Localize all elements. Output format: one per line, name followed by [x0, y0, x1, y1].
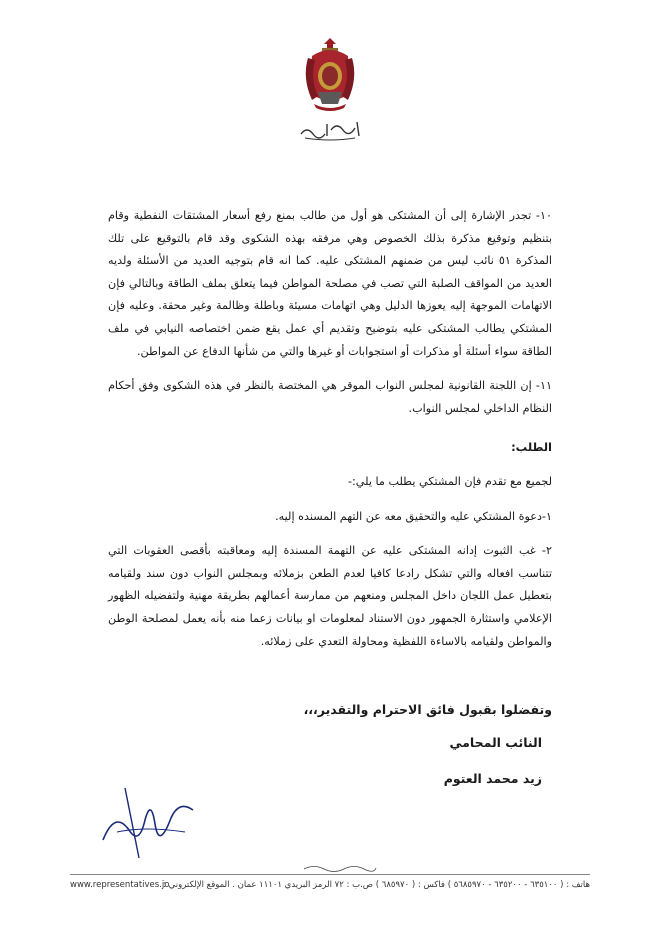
request-heading: الطلب: [511, 440, 552, 455]
letter-body [108, 205, 552, 653]
request-intro: لجميع مع تقدم فإن المشتكي يطلب ما يلي:- [348, 474, 552, 488]
logo-text-graphic [295, 116, 365, 142]
paragraph-10: ١٠- تجدر الإشارة إلى أن المشتكى هو أول من طالب بمنع رفع أسعار المشتقات النفطية وقام بتنظيم وتوقيع مذكرة بذلك الخصوص وهي مرفقه بهذه الشكوى وقد قام بالتوقيع على تلك المذكرة ٥١ نائب ليس من ضمنهم المشتكى عليه. كما انه قام بتوجيه العديد من الأسئلة ولديه العديد من المواقف الصلبة التي تصب في مصلحة المواطن فيما يتعلق بملف الطاقة وبالتالي فإن الاتهامات الموجهة إليه يعوزها الدليل وهي اتهامات مسيئة وباطلة وظالمة وغير محقة. وعليه فإن المشتكي يطالب المشتكى عليه بتوضيح وتقديم أي عمل يقع ضمن اختصاصه النيابي في ملف الطاقة سواء أسئلة أو مذكرات أو استجوابات أو غيرها والتي من شأنها الدفاع عن المواطن. [108, 209, 552, 358]
handwritten-signature-icon [95, 780, 200, 860]
website-link[interactable]: www.representatives.jo [70, 880, 170, 890]
request-item-1: ١-دعوة المشتكي عليه والتحقيق معه عن التهم المسنده إليه. [275, 509, 552, 523]
signer-name: زيد محمد العتوم [443, 771, 542, 786]
footer-divider [70, 874, 590, 875]
footer [70, 880, 590, 896]
jordan-royal-crest-icon [300, 34, 360, 114]
request-item-2: ٢- غب الثبوت إدانه المشتكى عليه عن التهمة المسندة إليه ومعاقبته بأقصى العقوبات التي تتناسب افعاله والتي تشكل رادعا كافيا لعدم الطعن بزملائه وبمجلس النواب دون سند ولقيامه بتعطيل عمل اللجان داخل المجلس ومنعهم من ممارسة أعمالهم بطريقة مهنية ولتفضيله الظهور الإعلامي واستثارة الجمهور دون الاستناد لمعلومات او بيانات زعما منه بأنه يعمل لمصلحة الوطن والمواطن ولقيامه بالاساءة اللفظية ومحاولة التعدي على زملائه. [108, 544, 552, 648]
contact-info: هاتف : ( ٦٣٥١٠٠ - ٦٣٥٢٠٠ - ٥٦٨٥٩٧٠ ) فاكس : ( ٦٨٥٩٧٠ ) ص.ب : ٧٢ الرمز البريدي ١١١٠١ عمان . الموقع الإلكتروني : [163, 880, 590, 890]
closing-salutation: وتفضلوا بقبول فائق الاحترام والتقدير،،، [303, 702, 552, 717]
paragraph-11: ١١- إن اللجنة القانونية لمجلس النواب الموقر هي المختصة بالنظر في هذه الشكوى وفق أحكام النظام الداخلي لمجلس النواب. [108, 379, 552, 415]
footer-logo-graphic [300, 862, 380, 872]
signer-title: النائب المحامي [449, 735, 542, 750]
